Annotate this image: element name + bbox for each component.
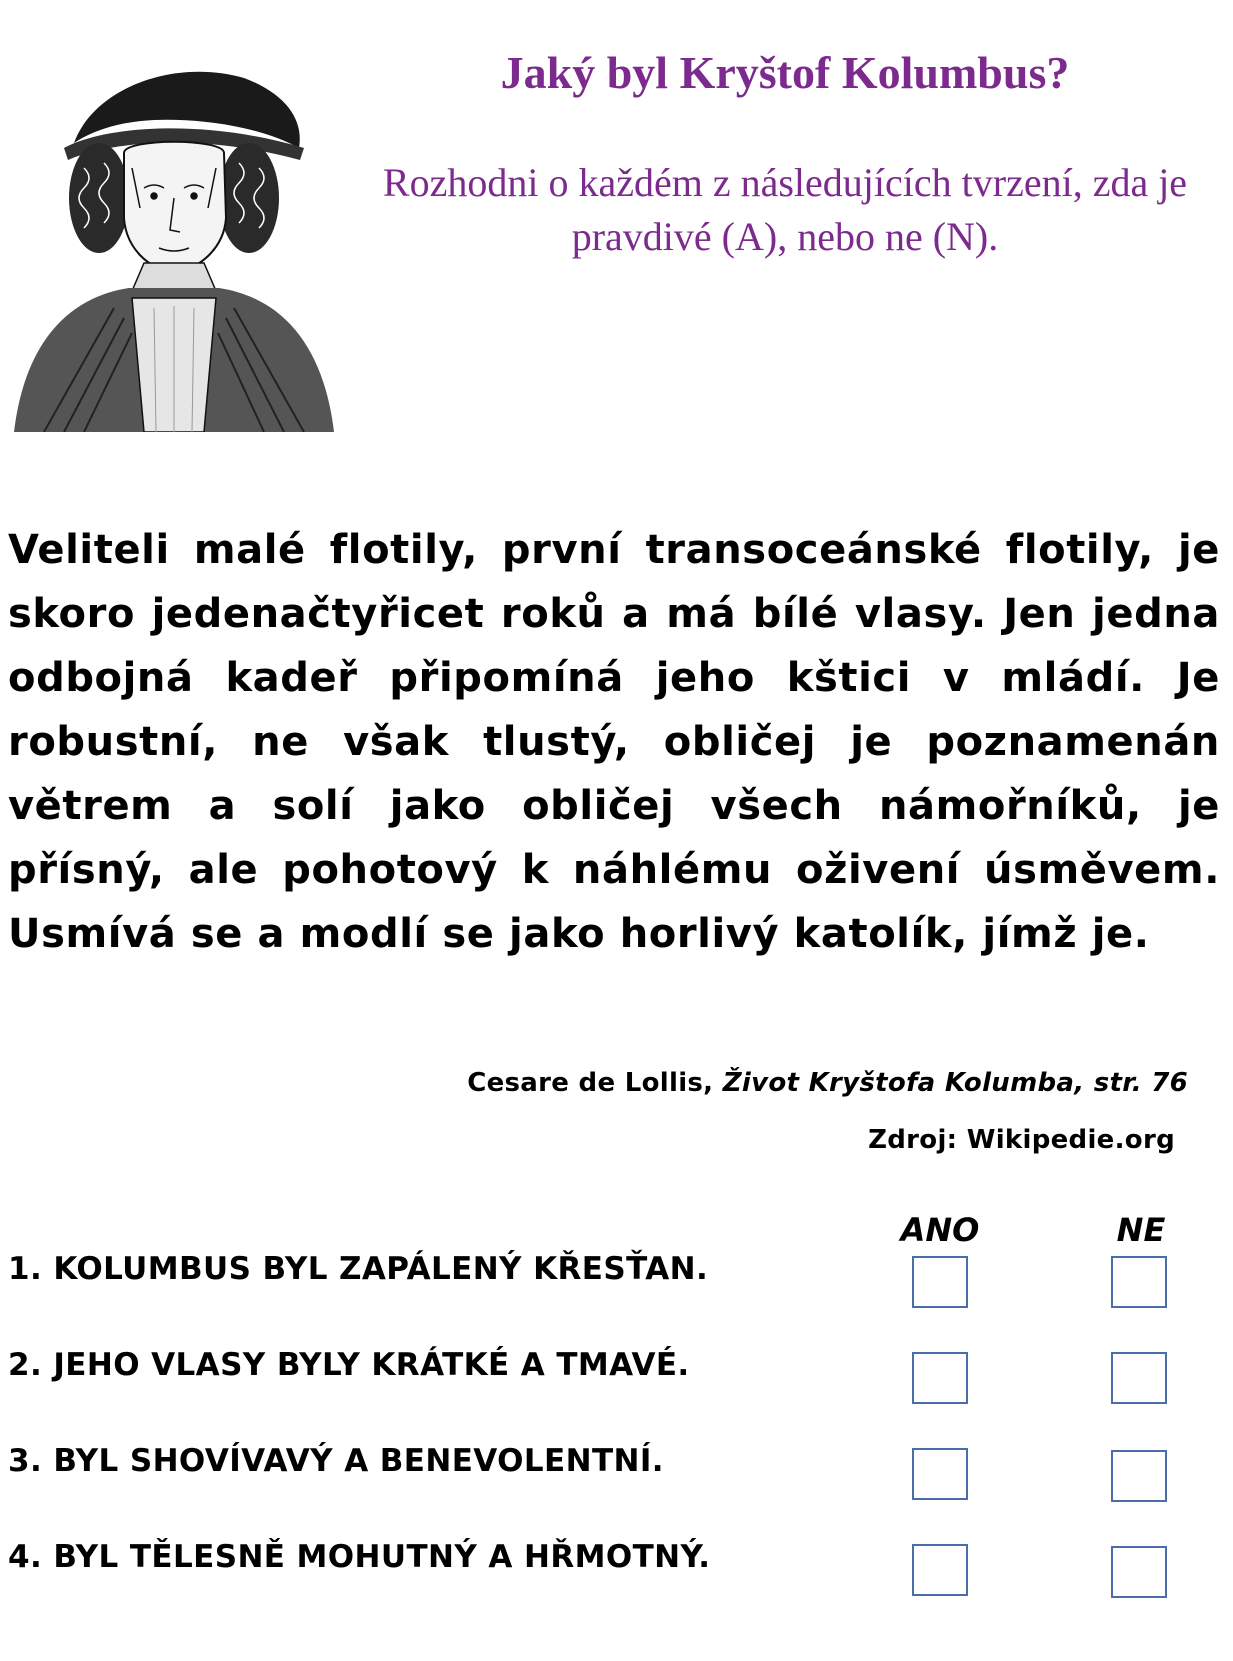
statement-4: 4. BYL TĚLESNĚ MOHUTNÝ A HŘMOTNÝ. — [8, 1539, 711, 1575]
description-passage: Veliteli malé flotily, první transoceánské flotily, je skoro jedenačtyřicet roků a má bílé vlasy. Jen jedna odbojná kadeř připomíná jeho kštici v mládí. Je robustní, ne však tlustý, obličej je poznamenán větrem a solí jako obličej všech námořníků, je přísný, ale pohotový k náhlému oživení úsměvem. Usmívá se a modlí se jako horlivý katolík, jímž je. — [8, 527, 1220, 957]
instruction-text: Rozhodni o každém z následujících tvrzení, zda je pravdivé (A), nebo ne (N). — [382, 160, 1188, 259]
citation-author: Cesare de Lollis, — [467, 1068, 714, 1098]
statement-4-yes-checkbox[interactable] — [912, 1544, 968, 1596]
statement-2-yes-checkbox[interactable] — [912, 1352, 968, 1404]
statement-2-no-checkbox[interactable] — [1111, 1352, 1167, 1404]
statement-1: 1. KOLUMBUS BYL ZAPÁLENÝ KŘESŤAN. — [8, 1251, 709, 1287]
column-header-no: NE — [1116, 1211, 1166, 1249]
source-credit: Zdroj: Wikipedie.org — [868, 1125, 1175, 1155]
citation-book: Život Kryštofa Kolumba, str. 76 — [722, 1068, 1188, 1098]
citation — [467, 1068, 1188, 1098]
statement-3-yes-checkbox[interactable] — [912, 1448, 968, 1500]
statement-1-yes-checkbox[interactable] — [912, 1256, 968, 1308]
page-title: Jaký byl Kryštof Kolumbus? — [500, 47, 1070, 98]
statement-3-no-checkbox[interactable] — [1111, 1450, 1167, 1502]
statement-4-no-checkbox[interactable] — [1111, 1546, 1167, 1598]
column-header-yes: ANO — [900, 1211, 980, 1249]
statement-1-no-checkbox[interactable] — [1111, 1256, 1167, 1308]
statement-3: 3. BYL SHOVÍVAVÝ A BENEVOLENTNÍ. — [8, 1443, 664, 1479]
statement-2: 2. JEHO VLASY BYLY KRÁTKÉ A TMAVÉ. — [8, 1347, 690, 1383]
columbus-portrait-image — [4, 48, 340, 432]
